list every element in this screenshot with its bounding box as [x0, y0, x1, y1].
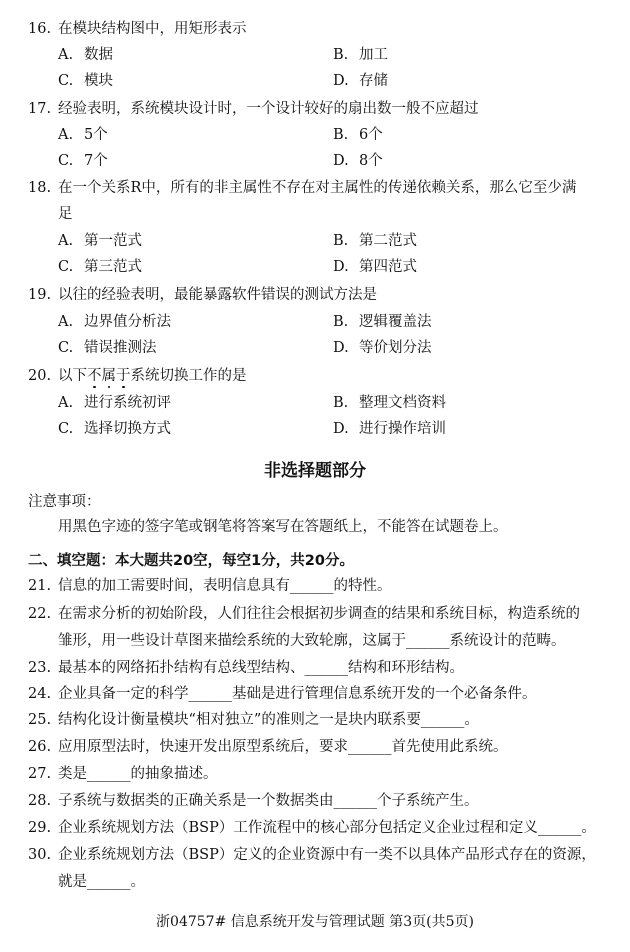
question-number: 16.	[28, 21, 52, 37]
option-a: A. 数据	[58, 47, 113, 63]
question-number: 23.	[28, 660, 52, 676]
page-footer: 浙04757# 信息系统开发与管理试题 第3页(共5页)	[156, 914, 474, 930]
question-30	[0, 842, 630, 868]
question-stem-continued: 足	[58, 206, 73, 222]
section-title: 非选择题部分	[264, 461, 366, 481]
question-22	[0, 601, 630, 627]
options-row	[0, 68, 630, 94]
emphasis-dots	[87, 368, 131, 384]
options-row	[0, 309, 630, 335]
question-text: 企业具备一定的科学______基础是进行管理信息系统开发的一个必备条件。	[58, 686, 537, 702]
fill-in-heading: 二、填空题：本大题共20空，每空1分，共20分。	[28, 553, 354, 569]
options-row	[0, 228, 630, 254]
question-23	[0, 655, 630, 681]
option-b: B. 第二范式	[333, 233, 417, 249]
option-a: A. 5个	[58, 127, 108, 143]
option-d: D. 进行操作培训	[333, 421, 446, 437]
options-row	[0, 390, 630, 416]
option-b: B. 加工	[333, 47, 388, 63]
option-b: B. 逻辑覆盖法	[333, 314, 432, 330]
question-text: 应用原型法时，快速开发出原型系统后，要求______首先使用此系统。	[58, 739, 508, 755]
question-text-continued: 就是______。	[58, 874, 145, 890]
option-b: B. 整理文档资料	[333, 395, 446, 411]
option-d: D. 等价划分法	[333, 340, 432, 356]
question-number: 22.	[28, 606, 52, 622]
question-number: 29.	[28, 820, 52, 836]
question-29	[0, 815, 630, 841]
options-row	[0, 148, 630, 174]
question-number: 19.	[28, 287, 52, 303]
options-row	[0, 335, 630, 361]
question-number: 20.	[28, 368, 52, 384]
question-18	[0, 175, 630, 201]
question-number: 25.	[28, 712, 52, 728]
question-text: 在需求分析的初始阶段，人们往往会根据初步调查的结果和系统目标，构造系统的	[58, 606, 580, 622]
question-stem: 在模块结构图中，用矩形表示	[58, 21, 247, 37]
question-28	[0, 788, 630, 814]
question-text: 企业系统规划方法（BSP）工作流程中的核心部分包括定义企业过程和定义______。	[58, 820, 596, 836]
question-20	[0, 363, 630, 389]
option-c: C. 错误推测法	[58, 340, 157, 356]
question-stem: 以往的经验表明，最能暴露软件错误的测试方法是	[58, 287, 377, 303]
question-text: 信息的加工需要时间，表明信息具有______的特性。	[58, 578, 392, 594]
question-number: 27.	[28, 766, 52, 782]
option-b: B. 6个	[333, 127, 383, 143]
question-stem: 以下不属于系统切换工作的是	[58, 363, 247, 389]
question-stem: 在一个关系R中，所有的非主属性不存在对主属性的传递依赖关系，那么它至少满	[58, 180, 577, 196]
question-27	[0, 761, 630, 787]
question-number: 18.	[28, 180, 52, 196]
question-text: 结构化设计衡量模块“相对独立”的准则之一是块内联系要______。	[58, 712, 479, 728]
question-text: 子系统与数据类的正确关系是一个数据类由______个子系统产生。	[58, 793, 479, 809]
option-a: A. 第一范式	[58, 233, 142, 249]
question-text: 类是______的抽象描述。	[58, 766, 218, 782]
option-c: C. 模块	[58, 73, 113, 89]
question-text: 最基本的网络拓扑结构有总线型结构、______结构和环形结构。	[58, 660, 464, 676]
notice-heading: 注意事项：	[28, 494, 101, 510]
emphasized-char: 于	[116, 363, 131, 389]
option-d: D. 存储	[333, 73, 388, 89]
question-stem: 经验表明，系统模块设计时，一个设计较好的扇出数一般不应超过	[58, 101, 479, 117]
question-number: 21.	[28, 578, 52, 594]
question-number: 24.	[28, 686, 52, 702]
emphasized-char: 属	[102, 363, 117, 389]
question-25	[0, 707, 630, 733]
question-text-continued: 雏形，用一些设计草图来描绘系统的大致轮廓，这属于______系统设计的范畴。	[58, 633, 566, 649]
option-a: A. 进行系统初评	[58, 395, 171, 411]
question-24	[0, 681, 630, 707]
question-26	[0, 734, 630, 760]
options-row	[0, 254, 630, 280]
option-a: A. 边界值分析法	[58, 314, 171, 330]
question-number: 28.	[28, 793, 52, 809]
question-number: 26.	[28, 739, 52, 755]
question-17	[0, 96, 630, 122]
option-d: D. 第四范式	[333, 259, 417, 275]
question-text: 企业系统规划方法（BSP）定义的企业资源中有一类不以具体产品形式存在的资源，	[58, 847, 596, 863]
question-number: 30.	[28, 847, 52, 863]
emphasized-char: 不	[87, 363, 102, 389]
option-c: C. 7个	[58, 153, 108, 169]
question-19	[0, 282, 630, 308]
option-c: C. 第三范式	[58, 259, 142, 275]
options-row	[0, 122, 630, 148]
option-d: D. 8个	[333, 153, 383, 169]
options-row	[0, 42, 630, 68]
question-16	[0, 16, 630, 42]
options-row	[0, 416, 630, 442]
option-c: C. 选择切换方式	[58, 421, 171, 437]
question-number: 17.	[28, 101, 52, 117]
question-21	[0, 573, 630, 599]
notice-body: 用黑色字迹的签字笔或钢笔将答案写在答题纸上，不能答在试题卷上。	[58, 519, 508, 535]
